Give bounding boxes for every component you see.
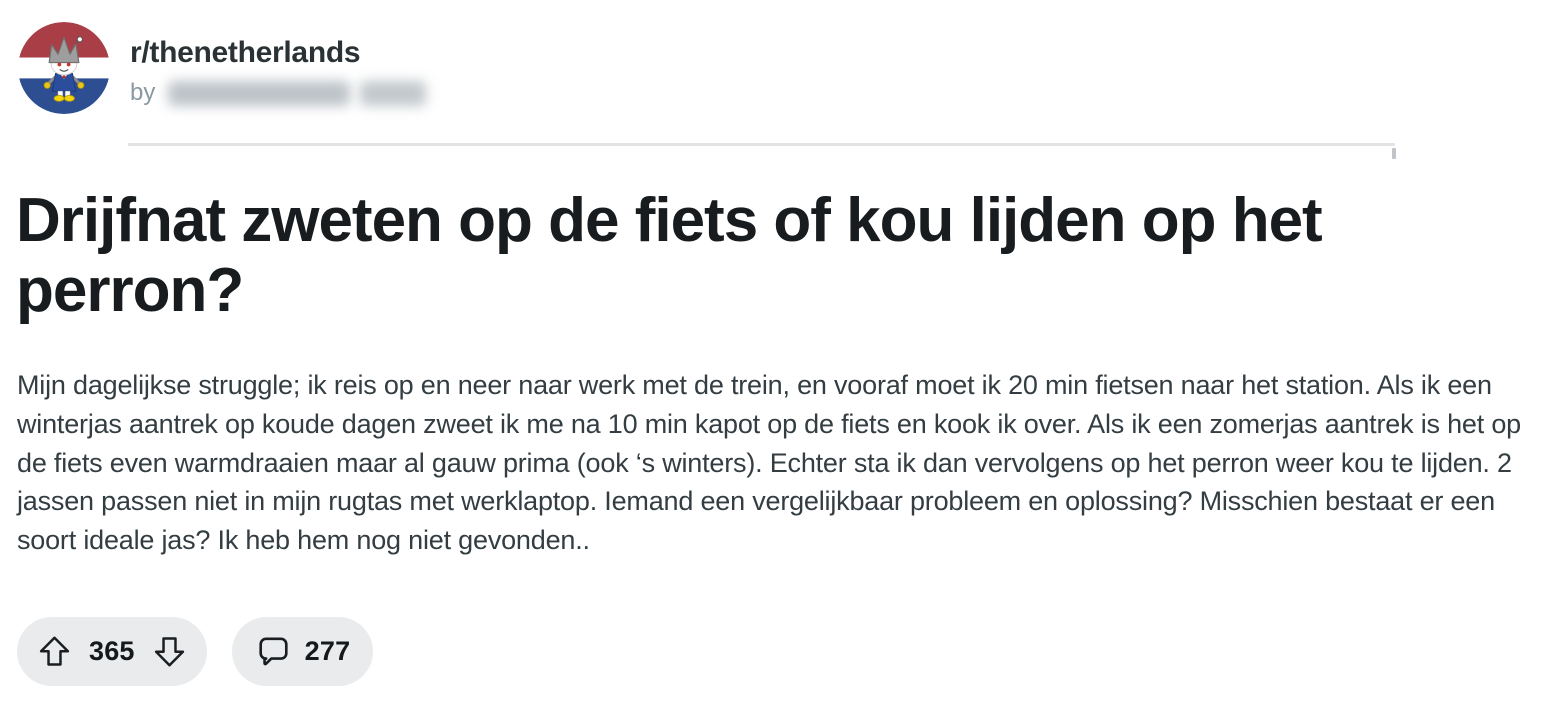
byline-prefix: by — [130, 79, 156, 106]
username-blur-segment — [168, 81, 350, 106]
post-action-bar — [17, 617, 373, 686]
subreddit-avatar[interactable] — [18, 22, 110, 114]
comment-bubble-icon — [255, 633, 292, 670]
upvote-button[interactable] — [37, 633, 72, 670]
downvote-arrow-icon — [152, 633, 187, 670]
upvote-arrow-icon — [37, 633, 72, 670]
downvote-button[interactable] — [152, 633, 187, 670]
post-title: Drijfnat zweten op de fiets of kou lijden op het perron? — [16, 186, 1322, 325]
comment-count: 277 — [304, 636, 351, 666]
netherlands-snoo-avatar-icon — [18, 22, 110, 114]
vote-pill — [17, 617, 207, 686]
comments-button[interactable] — [232, 617, 374, 686]
cursor-artifact — [1392, 148, 1396, 159]
post-body: Mijn dagelijkse struggle; ik reis op en neer naar werk met de trein, en vooraf moet ik 20 min fietsen naar het station. Als ik een winterjas aantrek op koude dagen zweet ik me na 10 min kapot op de fiets en kook ik over. Als ik een zomerjas aantrek is het op de fiets even warmdraaien maar al gauw prima (ook ‘s winters). Echter sta ik dan vervolgens op het perron weer kou te lijden. 2 jassen passen niet in mijn rugtas met werklaptop. Iemand een vergelijkbaar probleem en oplossing? Misschien bestaat er een soort ideale jas? Ik heb hem nog niet gevonden.. — [17, 370, 1521, 556]
vote-count: 365 — [89, 636, 135, 666]
post-header — [130, 36, 426, 107]
username-blur-segment — [360, 81, 426, 106]
redacted-username[interactable] — [168, 81, 426, 106]
subreddit-name[interactable]: r/thenetherlands — [130, 36, 361, 69]
header-divider — [128, 143, 1395, 146]
byline — [130, 79, 426, 107]
